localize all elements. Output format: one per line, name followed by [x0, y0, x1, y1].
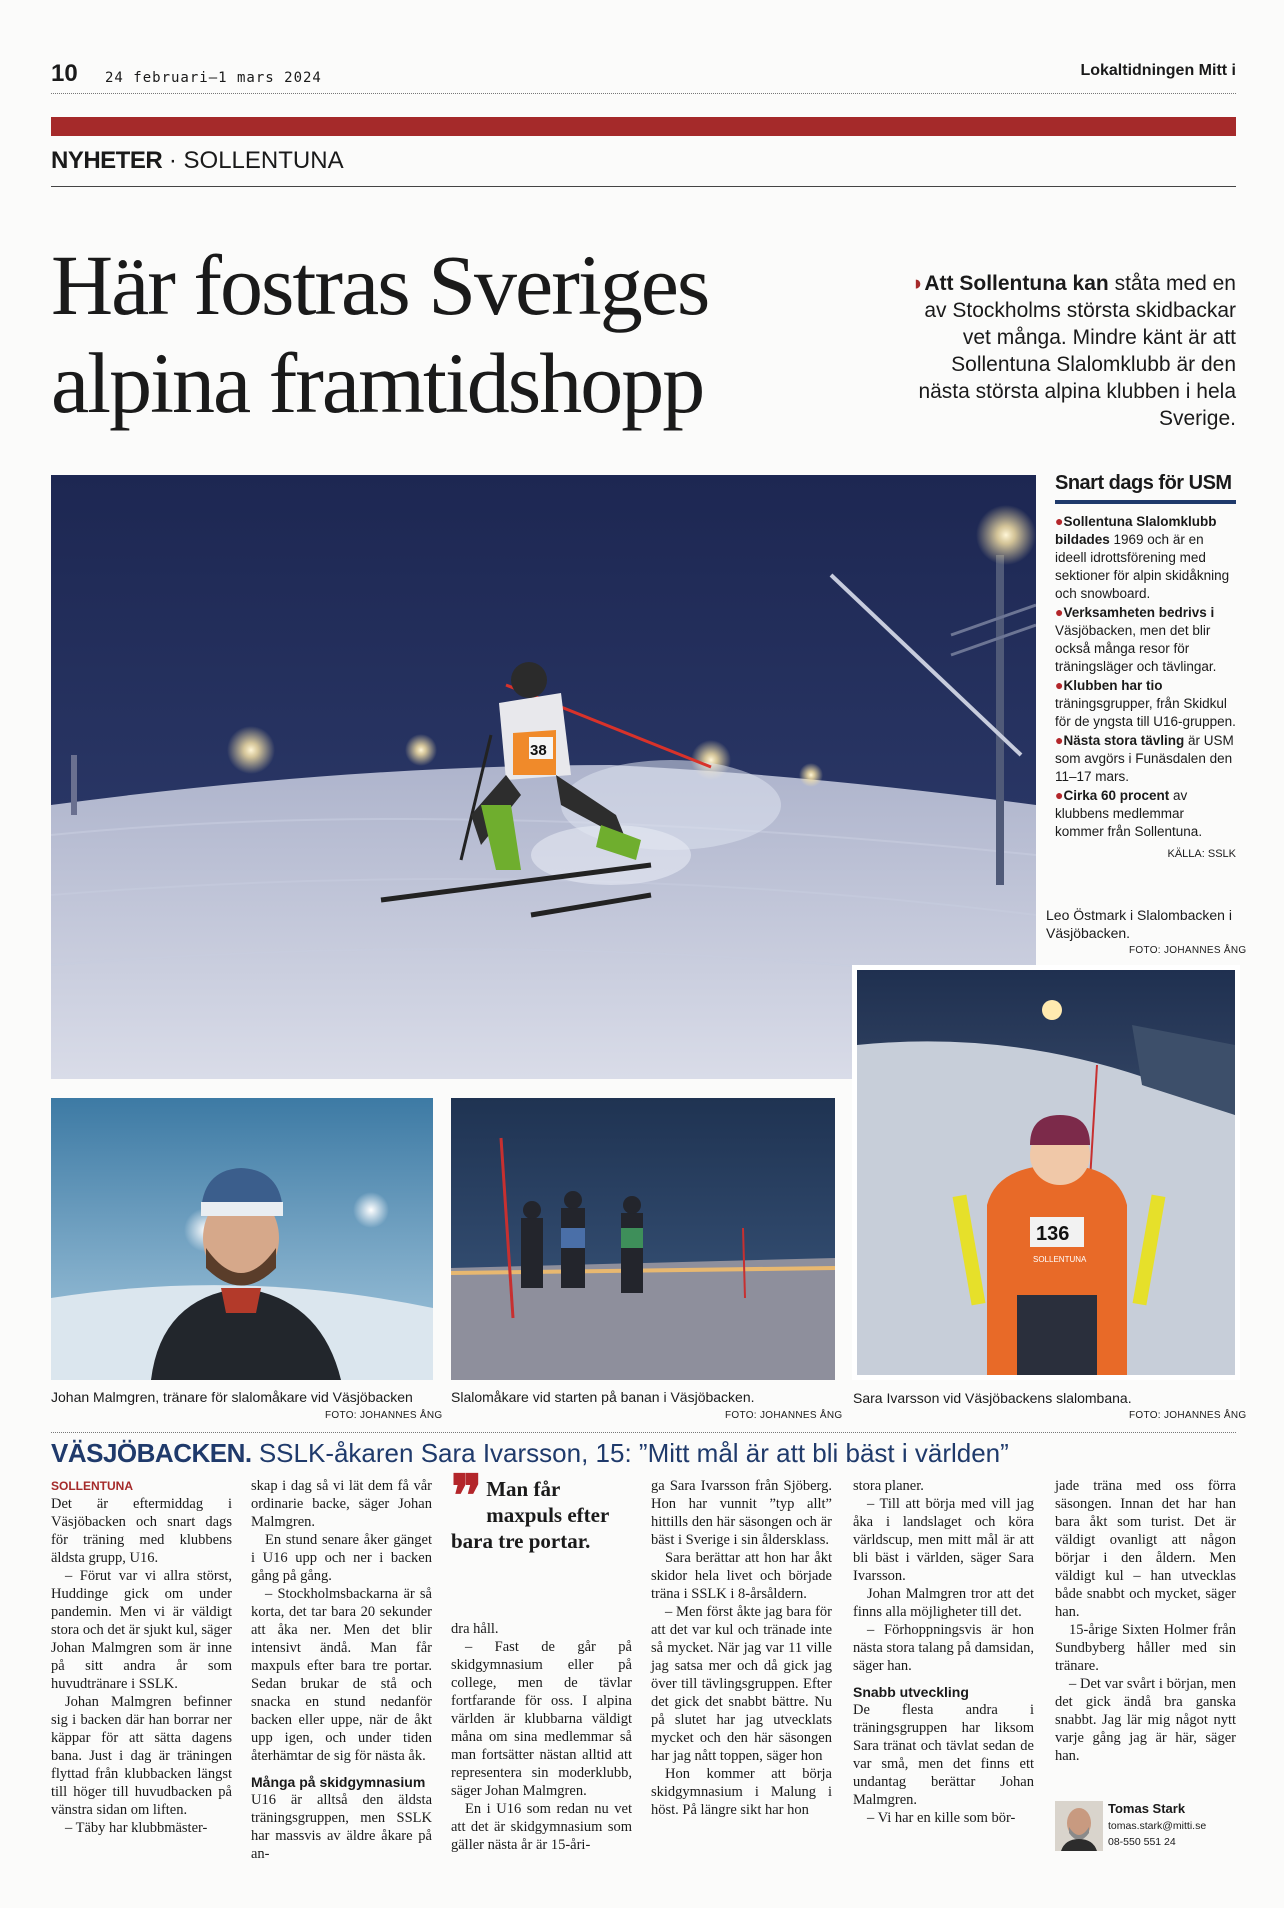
pull-quote-text: Man får maxpuls efter bara tre portar. — [451, 1477, 609, 1553]
factbox-item-bold: Cirka 60 procent — [1063, 788, 1170, 803]
johan-photo-credit: FOTO: JOHANNES ÅNG — [325, 1410, 443, 1421]
ingress-text: ståta med en av Stockholms största skidbackar vet många. Mindre känt är att Sollentuna Slalomklubb är den nästa största alpina klubben i hela Sverige. — [918, 272, 1236, 430]
header-divider — [51, 93, 1236, 94]
section-main: NYHETER — [51, 147, 163, 174]
factbox-item-text: träningsgrupper, från Skidkul för de yngsta till U16-gruppen. — [1055, 696, 1236, 729]
paper-name: Lokaltidningen Mitt i — [1080, 62, 1236, 79]
bullet-dot-icon: ● — [1055, 677, 1064, 693]
factbox-item — [1055, 512, 1236, 603]
article-column-2 — [251, 1477, 432, 1863]
article-column-4 — [651, 1477, 832, 1819]
sara-photo-credit: FOTO: JOHANNES ÅNG — [1129, 1410, 1247, 1421]
headline-line-2: alpina framtidshopp — [51, 335, 704, 431]
author-phone: 08-550 551 24 — [1108, 1836, 1176, 1848]
article-paragraph: – Men först åkte jag bara för att det var kul och tränade inte så mycket. När jag var 11 ville jag satsa mer och då gick jag över till tävlingsgruppen. Efter det gick det snabbt bättre. Nu på slutet har jag utvecklats mycket och den här säsongen har jag nått toppen, säger hon — [651, 1604, 832, 1764]
article-paragraph: – Fast de går på skidgymnasium eller på college, men de tävlar fortfarande för oss. I alpina världen är klubbarna väldigt måna om sina medlemmar så man fortsätter nästan alltid att representera sin moderklubb, säger Johan Malmgren. — [451, 1639, 632, 1799]
factbox-item — [1055, 786, 1236, 841]
pull-quote — [451, 1462, 626, 1554]
article-subhead — [51, 1438, 1236, 1469]
factbox-item — [1055, 676, 1236, 731]
main-photo-caption: Leo Östmark i Slalombacken i Väsjöbacken. — [1046, 907, 1232, 941]
factbox-item-bold: Nästa stora tävling — [1063, 733, 1185, 748]
section-separator: · — [168, 147, 177, 174]
bullet-dot-icon: ● — [1055, 787, 1064, 803]
factbox-item-text: Väsjöbacken, men det blir också många resor för träningsläger och tävlingar. — [1055, 623, 1217, 674]
article-paragraph: – Förut var vi allra störst, Huddinge gick om under pandemin. Men vi är väldigt stora och det är sjukt kul, säger Johan Malmgren som är inne på sitt andra år som huvudtränare i SSLK. — [51, 1568, 232, 1692]
factbox-item-text: av klubbens medlemmar kommer från Sollentuna. — [1055, 788, 1203, 839]
johan-photo-caption: Johan Malmgren, tränare för slalomåkare vid Väsjöbacken — [51, 1389, 413, 1405]
photo-johan — [51, 1098, 433, 1380]
article-paragraph: stora planer. — [853, 1478, 924, 1494]
article-paragraph: jade träna med oss förra säsongen. Innan det har han bara åkt som turist. Det är väldigt ovanligt att någon börjar i den åldern. Men väldigt kul – han utvecklas både snabbt och mycket, säger han. — [1055, 1478, 1236, 1620]
factbox-source: KÄLLA: SSLK — [1167, 848, 1236, 860]
article-paragraph: – Det var svårt i början, men det gick ändå bra ganska snabbt. Jag lär mig något nytt varje gång jag är här, säger han. — [1055, 1676, 1236, 1764]
author-name: Tomas Stark — [1108, 1801, 1186, 1816]
sara-bib-text: SOLLENTUNA — [1033, 1255, 1087, 1264]
section-color-bar — [51, 117, 1236, 136]
article-column-3 — [451, 1620, 632, 1854]
factbox-item-bold: Klubben har tio — [1063, 678, 1163, 693]
factbox-item-bold: Sollentuna Slalomklubb bildades — [1055, 514, 1217, 547]
section-sub: SOLLENTUNA — [183, 147, 344, 174]
article-paragraph: – Stockholmsbackarna är så korta, det tar bara 20 sekunder att åka ner. Men det blir intensivt ändå. Man får maxpuls efter bara tre portar. Sedan brukar de stå och snacka en stund nedanför backen eller uppe, när de åkt upp igen, och under tiden återhämtar de sig för nästa åk. — [251, 1586, 432, 1764]
ingress-bold: Att Sollentuna kan — [924, 272, 1109, 295]
subhead-divider — [51, 1432, 1236, 1433]
article-paragraph: Johan Malmgren befinner sig i backen där han borrar ner käppar för att sätta dagens bana. Just i dag är träningen flyttad från klubbacken längst till höger till huvudbacken på vänstra sidan om liften. — [51, 1694, 232, 1818]
article-paragraph: – Vi har en kille som bör- — [867, 1810, 1016, 1826]
factbox — [1055, 470, 1236, 863]
article-paragraph: De flesta andra i träningsgruppen har liksom Sara tränat och tävlat sedan de var små, men det finns ett undantag berättar Johan Malmgren. — [853, 1702, 1034, 1808]
main-photo-credit: FOTO: JOHANNES ÅNG — [1129, 945, 1247, 956]
factbox-title: Snart dags för USM — [1055, 470, 1236, 504]
article-paragraph: En i U16 som redan nu vet att det är skidgymnasium som gäller nästa år är 15-åri- — [451, 1801, 632, 1853]
headline-line-1: Här fostras Sveriges — [51, 237, 709, 333]
article-crosshead: Snabb utveckling — [853, 1684, 969, 1700]
main-photo-bib-number: 38 — [530, 742, 547, 759]
factbox-item-text: är USM som avgörs i Funäsdalen den 11–17 mars. — [1055, 733, 1234, 784]
start-photo-caption: Slalomåkare vid starten på banan i Väsjöbacken. — [451, 1389, 755, 1405]
article-column-1 — [51, 1477, 232, 1837]
bullet-dot-icon: ● — [1055, 604, 1064, 620]
article-ingress — [896, 270, 1236, 432]
start-photo-credit: FOTO: JOHANNES ÅNG — [725, 1410, 843, 1421]
factbox-item-bold: Verksamheten bedrivs i — [1063, 605, 1215, 620]
article-paragraph: Johan Malmgren tror att det finns alla möjligheter till det. — [853, 1586, 1034, 1620]
article-dateline: SOLLENTUNA — [51, 1479, 133, 1493]
issue-date: 24 februari–1 mars 2024 — [105, 70, 322, 86]
article-paragraph: En stund senare åker gänget i U16 upp och ner i backen gång på gång. — [251, 1532, 432, 1584]
article-crosshead: Många på skidgymnasium — [251, 1774, 426, 1790]
article-paragraph: Det är eftermiddag i Väsjöbacken och snart dags för träning med klubbens äldsta grupp, U16. — [51, 1496, 232, 1566]
article-paragraph: Sara berättar att hon har åkt skidor hela livet och började träna i SSLK i 8-årsåldern. — [651, 1550, 832, 1602]
bullet-dot-icon: ● — [1055, 513, 1064, 529]
article-paragraph: – Förhoppningsvis är hon nästa stora talang på damsidan, säger han. — [853, 1622, 1034, 1674]
article-paragraph: U16 är alltså den äldsta träningsgruppen, men SSLK har massvis av äldre åkare på an- — [251, 1792, 432, 1862]
factbox-item — [1055, 603, 1236, 676]
article-paragraph: – Till att börja med vill jag åka i landslaget och köra världscup, men mitt mål är att bli bäst i världen, säger Sara Ivarsson. — [853, 1496, 1034, 1584]
page-headline — [51, 236, 851, 432]
article-paragraph: – Täby har klubbmäster- — [65, 1820, 208, 1836]
article-paragraph: Hon kommer att börja skidgymnasium i Malung i höst. På längre sikt har hon — [651, 1766, 832, 1818]
article-paragraph: skap i dag så vi lät dem få vår ordinarie backe, säger Johan Malmgren. — [251, 1478, 432, 1530]
page-number: 10 — [51, 60, 78, 87]
author-byline — [1055, 1801, 1240, 1857]
subhead-kicker: VÄSJÖBACKEN. — [51, 1438, 252, 1468]
ingress-marker-icon: ◗ — [911, 272, 925, 295]
factbox-item — [1055, 731, 1236, 786]
article-paragraph: ga Sara Ivarsson från Sjöberg. Hon har vunnit ”typ allt” hittills den här säsongen och är bäst i Sverige i sin åldersklass. — [651, 1478, 832, 1548]
author-avatar — [1055, 1801, 1103, 1851]
author-email[interactable]: tomas.stark@mitti.se — [1108, 1820, 1207, 1832]
bullet-dot-icon: ● — [1055, 732, 1064, 748]
article-paragraph: 15-årige Sixten Holmer från Sundbyberg håller med sin tränare. — [1055, 1622, 1236, 1674]
quote-mark-icon: ❞ — [451, 1462, 483, 1530]
article-paragraph: dra håll. — [451, 1621, 499, 1637]
section-divider — [51, 186, 1236, 187]
section-label — [51, 147, 344, 175]
article-column-5 — [853, 1477, 1034, 1827]
sara-photo-caption: Sara Ivarsson vid Väsjöbackens slalombana. — [853, 1390, 1132, 1406]
factbox-item-text: 1969 och är en ideell idrottsförening med sektioner för alpin skidåkning och snowboard. — [1055, 532, 1230, 601]
sara-bib-number: 136 — [1036, 1223, 1070, 1245]
article-column-6 — [1055, 1477, 1236, 1765]
subhead-title: SSLK-åkaren Sara Ivarsson, 15: ”Mitt mål är att bli bäst i världen” — [258, 1438, 1009, 1468]
photo-sara — [852, 965, 1240, 1380]
photo-start — [451, 1098, 835, 1380]
